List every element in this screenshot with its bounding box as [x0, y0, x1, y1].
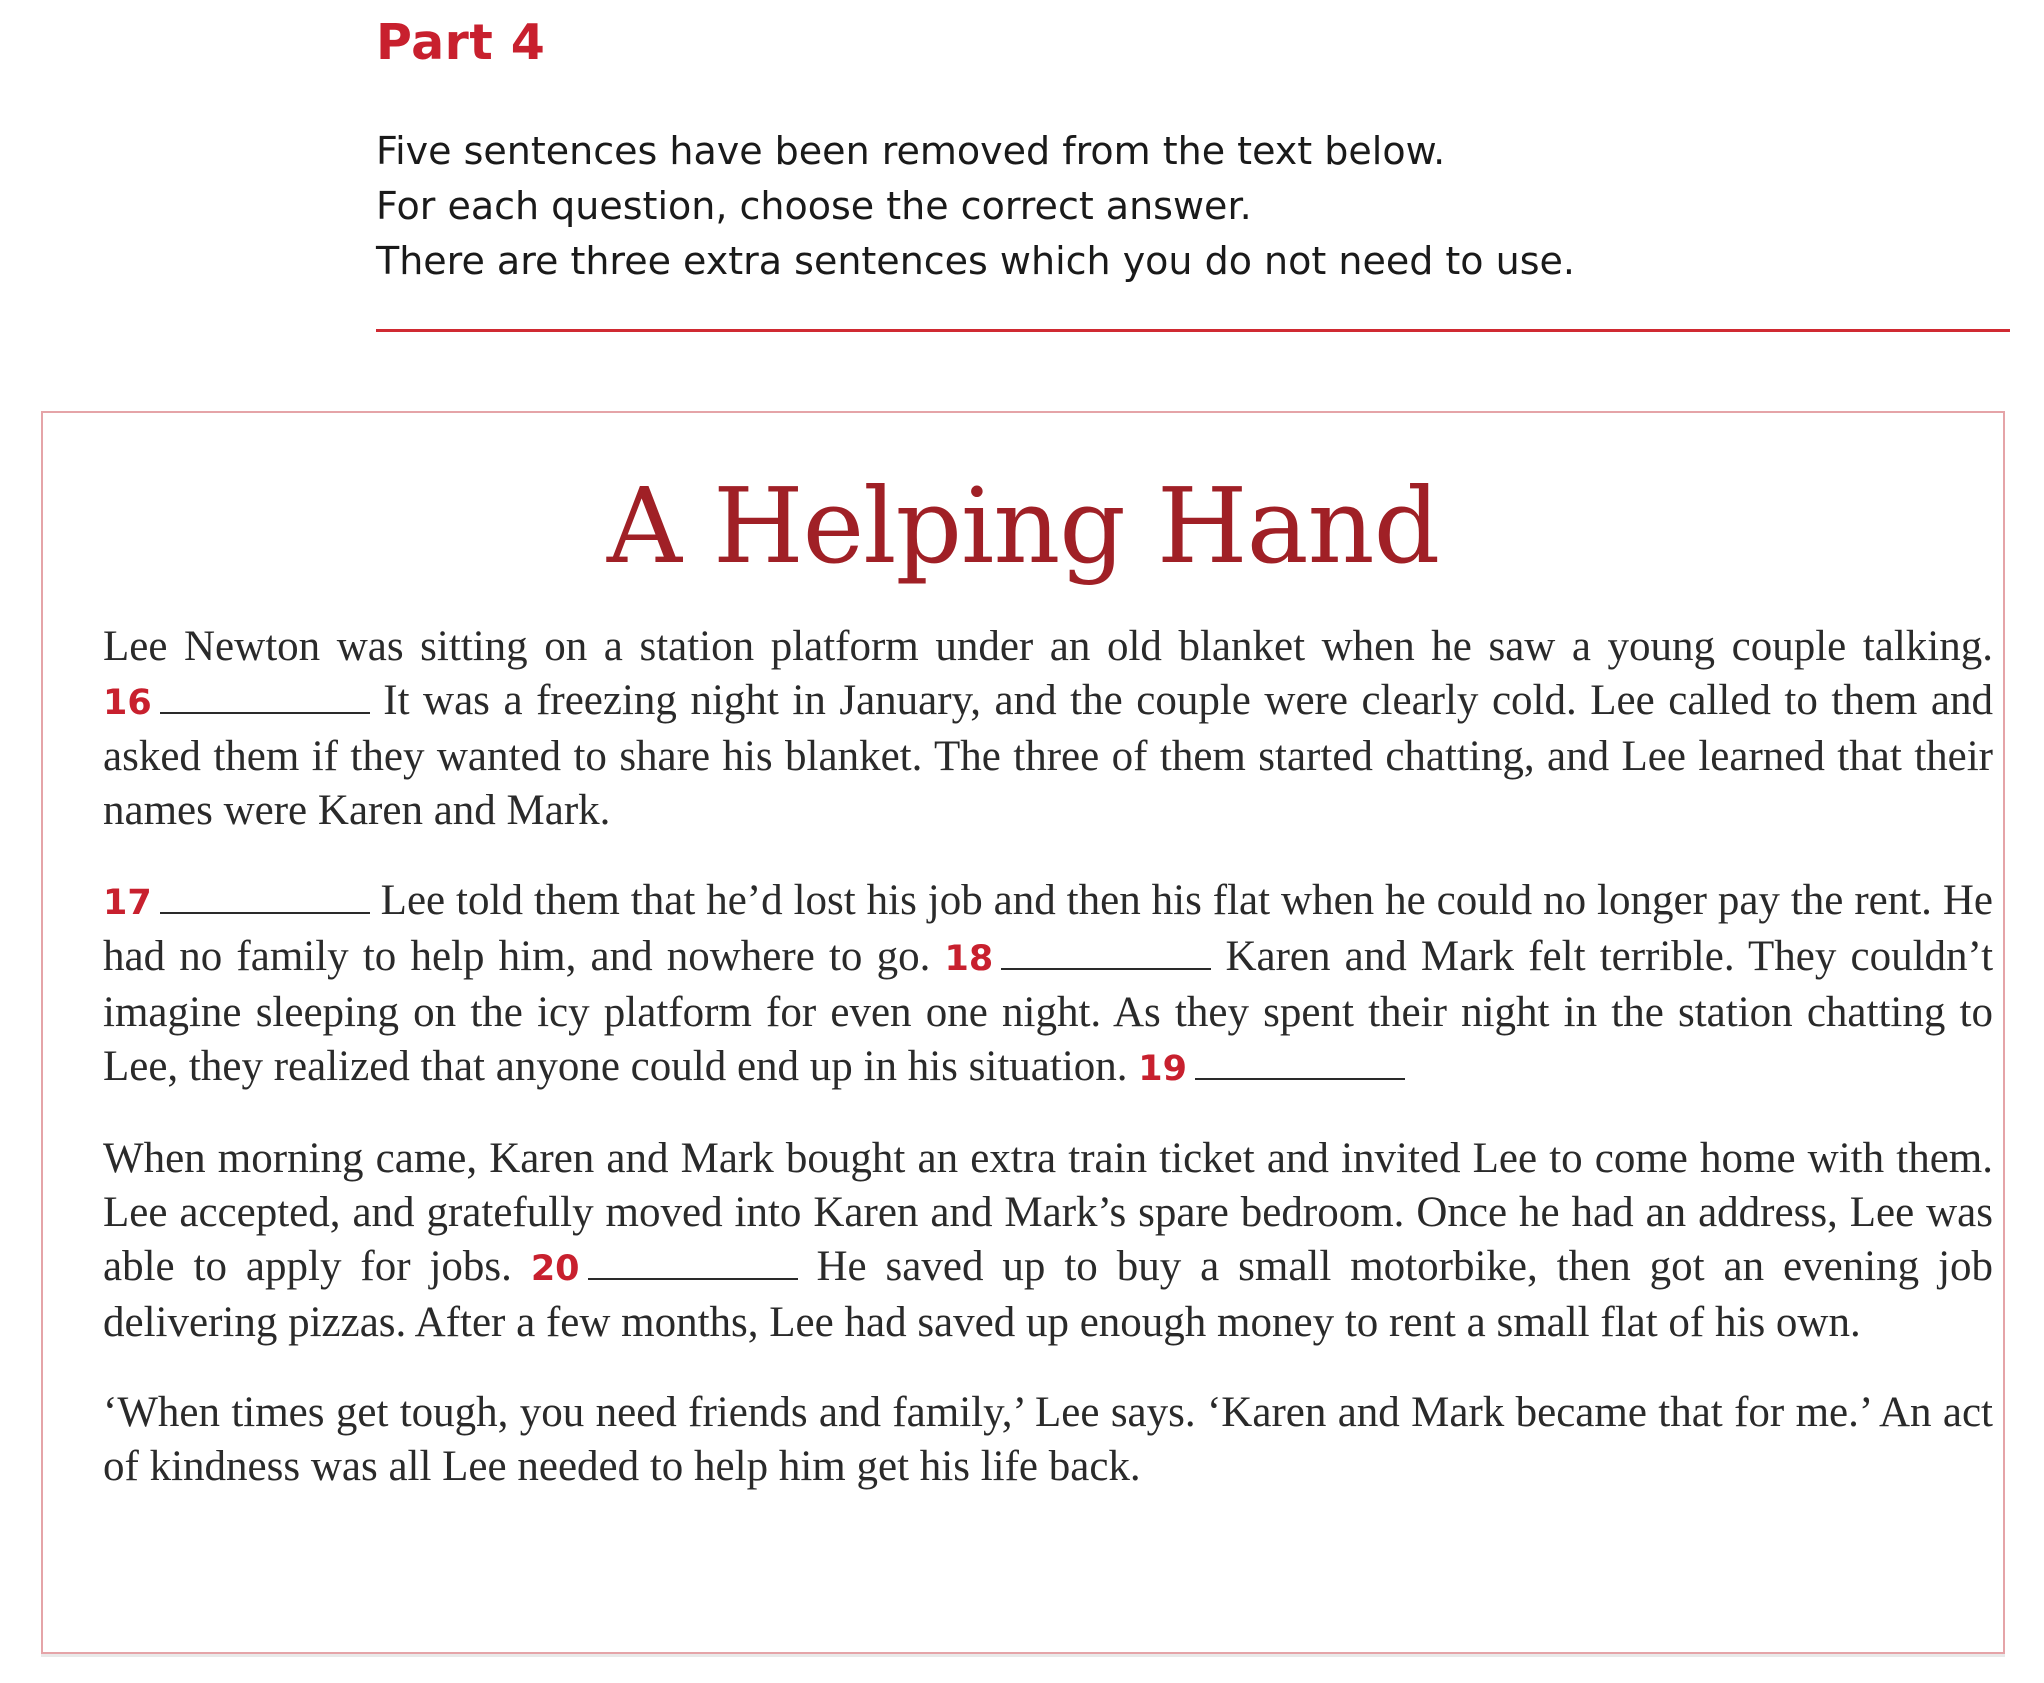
- answer-gap-18[interactable]: [945, 930, 1212, 986]
- gap-number: 20: [530, 1249, 580, 1289]
- article-text: When morning came, Karen and Mark bought an extra train ticket and invited Lee to come home with them. Lee accepted, and gratefully moved into Karen and Mark’s spare bedroom. Once he had an address, Lee was able to apply for jobs.: [103, 1135, 1993, 1290]
- part-title: Part 4: [376, 14, 546, 71]
- article-text: Lee told them that he’d lost his job and then his flat when he could no longer pay the rent. He had no family to help him, and nowhere to go.: [103, 877, 1994, 980]
- instruction-line: Five sentences have been removed from the text below.: [376, 129, 1446, 173]
- article-title: A Helping Hand: [606, 465, 1440, 587]
- article-text: It was a freezing night in January, and the couple were clearly cold. Lee called to them and asked them if they wanted to share his blanket. The three of them started chatting, and Lee learned that their names were Karen and Mark.: [103, 677, 1993, 834]
- article-body: [103, 620, 1993, 1530]
- gap-blank-line: [1001, 968, 1211, 970]
- article-text: He saved up to buy a small motorbike, then got an evening job delivering pizzas. After a few months, Lee had saved up enough money to rent a small flat of his own.: [103, 1243, 1994, 1346]
- gap-blank-line: [160, 712, 370, 714]
- article-paragraph: [103, 1132, 1993, 1350]
- article-text: Lee Newton was sitting on a station platform under an old blanket when he saw a young couple talking.: [103, 623, 1993, 670]
- article-paragraph: [103, 1386, 1993, 1494]
- article-paragraph: [103, 874, 1993, 1096]
- section-divider: [376, 329, 2010, 332]
- gap-blank-line: [1195, 1078, 1405, 1080]
- gap-number: 19: [1138, 1049, 1187, 1089]
- gap-blank-line: [588, 1278, 798, 1280]
- instruction-line: For each question, choose the correct answer.: [376, 184, 1252, 228]
- gap-number: 17: [103, 883, 152, 923]
- gap-number: 16: [103, 683, 152, 723]
- article-box: [41, 411, 2005, 1654]
- answer-gap-20[interactable]: [531, 1240, 798, 1296]
- article-paragraph: [103, 620, 1993, 838]
- article-text: ‘When times get tough, you need friends and family,’ Lee says. ‘Karen and Mark became that for me.’ An act of kindness was all Lee needed to help him get his life back.: [103, 1389, 1993, 1490]
- gap-blank-line: [160, 912, 370, 914]
- answer-gap-16[interactable]: [103, 674, 370, 730]
- answer-gap-17[interactable]: [103, 874, 370, 930]
- gap-number: 18: [944, 939, 994, 979]
- instructions: [376, 124, 1575, 289]
- answer-gap-19[interactable]: [1138, 1040, 1405, 1096]
- instruction-line: There are three extra sentences which you do not need to use.: [376, 239, 1575, 283]
- article-text: Karen and Mark felt terrible. They couldn’t imagine sleeping on the icy platform for even one night. As they spent their night in the station chatting to Lee, they realized that anyone could end up in his situation.: [103, 933, 1994, 1090]
